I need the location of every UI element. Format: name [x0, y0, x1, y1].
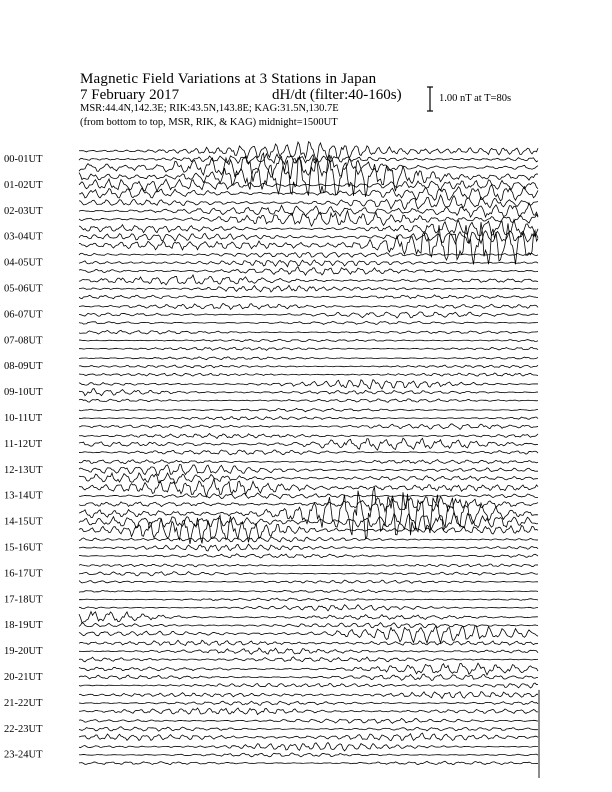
chart-title: Magnetic Field Variations at 3 Stations in Japan: [80, 71, 377, 87]
data-type-label: dH/dt (filter:40-160s): [272, 87, 402, 103]
trace-msr: [79, 321, 538, 324]
trace-kag: [79, 590, 538, 593]
trace-kag: [79, 460, 538, 464]
trace-kag: [79, 142, 538, 160]
hour-label: 19-20UT: [4, 646, 43, 658]
trace-kag: [79, 330, 538, 334]
trace-msr: [79, 424, 538, 429]
station-coordinates: MSR:44.4N,142.3E; RIK:43.5N,143.8E; KAG:31.5N,130.7E: [80, 103, 339, 114]
trace-kag: [79, 155, 538, 197]
trace-rik: [79, 701, 538, 705]
trace-msr: [79, 554, 538, 558]
trace-msr: [79, 733, 538, 741]
trace-msr: [79, 267, 538, 276]
trace-rik: [79, 417, 538, 420]
trace-rik: [79, 365, 538, 368]
trace-kag: [79, 564, 538, 567]
hour-label: 11-12UT: [4, 438, 43, 450]
trace-kag: [79, 640, 538, 645]
trace-kag: [79, 718, 538, 723]
trace-msr: [79, 708, 538, 715]
hour-label: 05-06UT: [4, 283, 43, 295]
hour-label: 15-16UT: [4, 542, 43, 554]
trace-msr: [79, 450, 538, 455]
trace-msr: [79, 683, 538, 688]
hour-labels-group: [4, 154, 43, 761]
traces-group: [79, 142, 539, 778]
trace-kag: [79, 663, 538, 675]
trace-rik: [79, 154, 538, 165]
trace-msr: [79, 580, 538, 583]
trace-rik: [79, 598, 538, 601]
hour-label: 13-14UT: [4, 490, 43, 502]
trace-rik: [79, 572, 538, 576]
hour-label: 12-13UT: [4, 464, 43, 476]
scale-bar-label: 1.00 nT at T=80s: [439, 93, 512, 104]
hour-label: 18-19UT: [4, 620, 43, 632]
trace-kag: [79, 275, 538, 285]
hour-label: 20-21UT: [4, 671, 43, 683]
trace-kag: [79, 537, 538, 542]
trace-rik: [79, 493, 538, 499]
hour-label: 16-17UT: [4, 568, 43, 580]
trace-rik: [79, 438, 538, 450]
trace-rik: [79, 727, 538, 731]
trace-kag: [79, 380, 538, 389]
trace-msr: [79, 605, 538, 611]
trace-msr: [79, 626, 538, 643]
trace-kag: [79, 692, 538, 699]
trace-msr: [79, 399, 538, 402]
hour-label: 03-04UT: [4, 231, 43, 243]
trace-msr: [79, 347, 538, 350]
trace-rik: [79, 544, 538, 551]
trace-rik: [79, 179, 538, 192]
trace-kag: [79, 612, 538, 623]
trace-rik: [79, 648, 538, 654]
hour-label: 07-08UT: [4, 335, 43, 347]
hour-label: 14-15UT: [4, 516, 43, 528]
trace-kag: [79, 434, 538, 439]
trace-kag: [79, 408, 538, 411]
trace-rik: [79, 753, 538, 757]
hour-label: 02-03UT: [4, 205, 43, 217]
hour-label: 09-10UT: [4, 387, 43, 399]
hour-label: 22-23UT: [4, 723, 43, 735]
trace-rik: [79, 674, 538, 680]
trace-msr: [79, 473, 538, 483]
hour-label: 21-22UT: [4, 697, 43, 709]
trace-rik: [79, 389, 538, 396]
trace-msr: [79, 153, 538, 182]
trace-msr: [79, 295, 538, 299]
trace-rik: [79, 203, 538, 217]
trace-kag: [79, 743, 538, 751]
trace-rik: [79, 260, 538, 267]
hour-label: 01-02UT: [4, 179, 43, 191]
trace-msr: [79, 373, 538, 376]
hour-label: 17-18UT: [4, 594, 43, 606]
hour-label: 10-11UT: [4, 412, 43, 424]
hour-label: 23-24UT: [4, 749, 43, 761]
trace-kag: [79, 220, 538, 237]
trace-order-note: (from bottom to top, MSR, RIK, & KAG) midnight=1500UT: [80, 117, 338, 128]
trace-rik: [79, 312, 538, 318]
chart-date: 7 February 2017: [80, 87, 180, 103]
trace-kag: [79, 303, 538, 309]
trace-kag: [79, 357, 538, 360]
hour-label: 04-05UT: [4, 257, 43, 269]
trace-rik: [79, 623, 538, 628]
trace-kag: [79, 252, 538, 257]
trace-rik: [79, 465, 538, 476]
trace-rik: [79, 285, 538, 292]
hour-label: 08-09UT: [4, 361, 43, 373]
trace-rik: [79, 339, 538, 341]
trace-kag: [79, 478, 538, 496]
trace-msr: [79, 657, 538, 662]
hour-label: 06-07UT: [4, 309, 43, 321]
trace-msr: [79, 761, 538, 764]
trace-msr: [79, 496, 538, 511]
hour-label: 00-01UT: [4, 153, 43, 165]
